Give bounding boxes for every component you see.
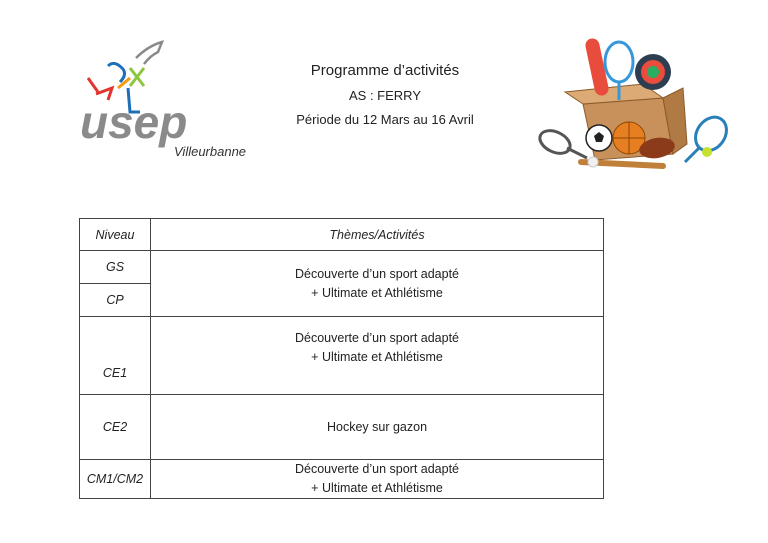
activity-cell (151, 395, 604, 460)
column-header-activities: Thèmes/Activités (151, 219, 604, 251)
level-cell: CE2 (80, 395, 151, 460)
table-row (80, 395, 604, 460)
activity-line: Découverte d’un sport adapté (295, 331, 459, 345)
activity-cell (151, 251, 604, 317)
activity-line: + Ultimate et Athlétisme (311, 481, 443, 495)
document-title: Programme d’activités (310, 62, 460, 79)
usep-city-text: Villeurbanne (174, 144, 247, 159)
table-row (80, 317, 604, 395)
activity-line: Découverte d’un sport adapté (295, 462, 459, 476)
usep-brand-text: usep (80, 96, 188, 148)
activity-line: + Ultimate et Athlétisme (311, 285, 443, 300)
level-cell: CM1/CM2 (80, 460, 151, 499)
document-period: Période du 12 Mars au 16 Avril (296, 112, 474, 127)
usep-logo (78, 38, 253, 160)
document-header (250, 62, 520, 127)
activity-cell (151, 460, 604, 499)
level-cell: GS (80, 251, 151, 284)
table-header-row (80, 219, 604, 251)
level-cell: CE1 (80, 317, 151, 395)
table-row (80, 251, 604, 284)
activity-table (79, 218, 604, 499)
column-header-level: Niveau (80, 219, 151, 251)
activity-line: Hockey sur gazon (326, 419, 428, 434)
sports-equipment-box (535, 34, 735, 179)
activity-line: Découverte d’un sport adapté (295, 266, 459, 281)
level-cell: CP (80, 284, 151, 317)
table-row (80, 460, 604, 499)
activity-line: + Ultimate et Athlétisme (311, 350, 443, 364)
document-subtitle: AS : FERRY (348, 88, 421, 103)
activity-cell (151, 317, 604, 395)
